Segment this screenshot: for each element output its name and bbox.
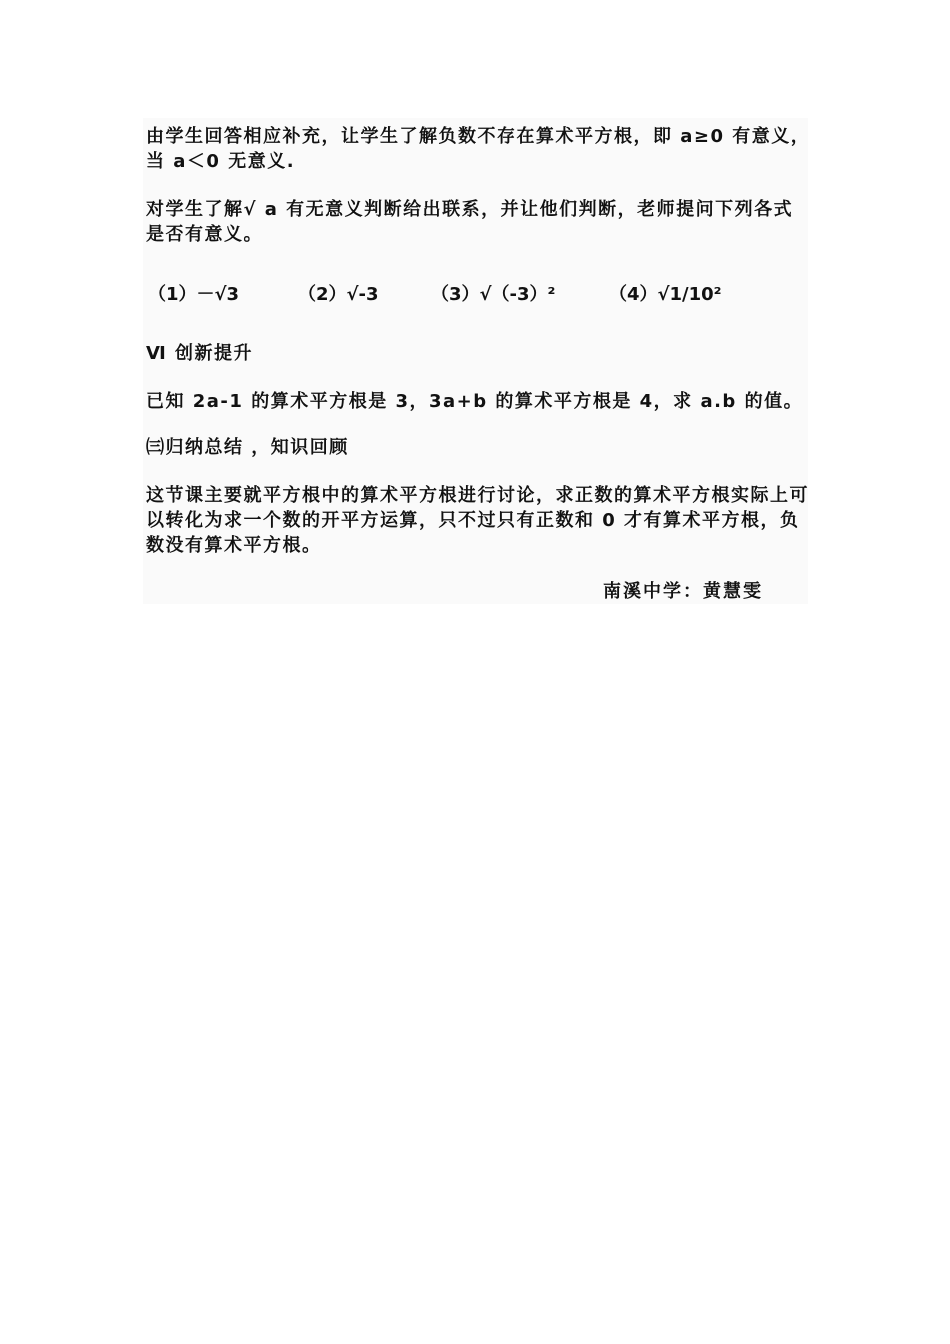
paragraph-summary: 这节课主要就平方根中的算术平方根进行讨论，求正数的算术平方根实际上可以转化为求一个数的开平方运算，只不过只有正数和 0 才有算术平方根，负数没有算术平方根。 — [146, 485, 809, 556]
exercise-item-3: （3）√（-3）² — [431, 284, 556, 305]
exercise-item-1: （1）－√3 — [148, 284, 240, 305]
author-signature: 南溪中学：黄慧雯 — [603, 581, 763, 602]
exercise-item-2: （2）√-3 — [298, 284, 379, 305]
exercise-list — [148, 282, 788, 307]
exercise-item-4: （4）√1/10² — [609, 284, 722, 305]
paragraph-negative-numbers: 由学生回答相应补充，让学生了解负数不存在算术平方根，即 a≥0 有意义，当 a＜0 无意义. — [146, 126, 811, 172]
heading-summary: ㈢归纳总结 ，知识回顾 — [146, 437, 349, 458]
heading-innovation: Ⅵ 创新提升 — [146, 343, 254, 364]
paragraph-sqrt-meaning-question: 对学生了解√ a 有无意义判断给出联系，并让他们判断，老师提问下列各式是否有意义。 — [146, 199, 794, 245]
paragraph-innovation-problem: 已知 2a-1 的算术平方根是 3，3a+b 的算术平方根是 4，求 a.b 的值。 — [146, 391, 804, 412]
